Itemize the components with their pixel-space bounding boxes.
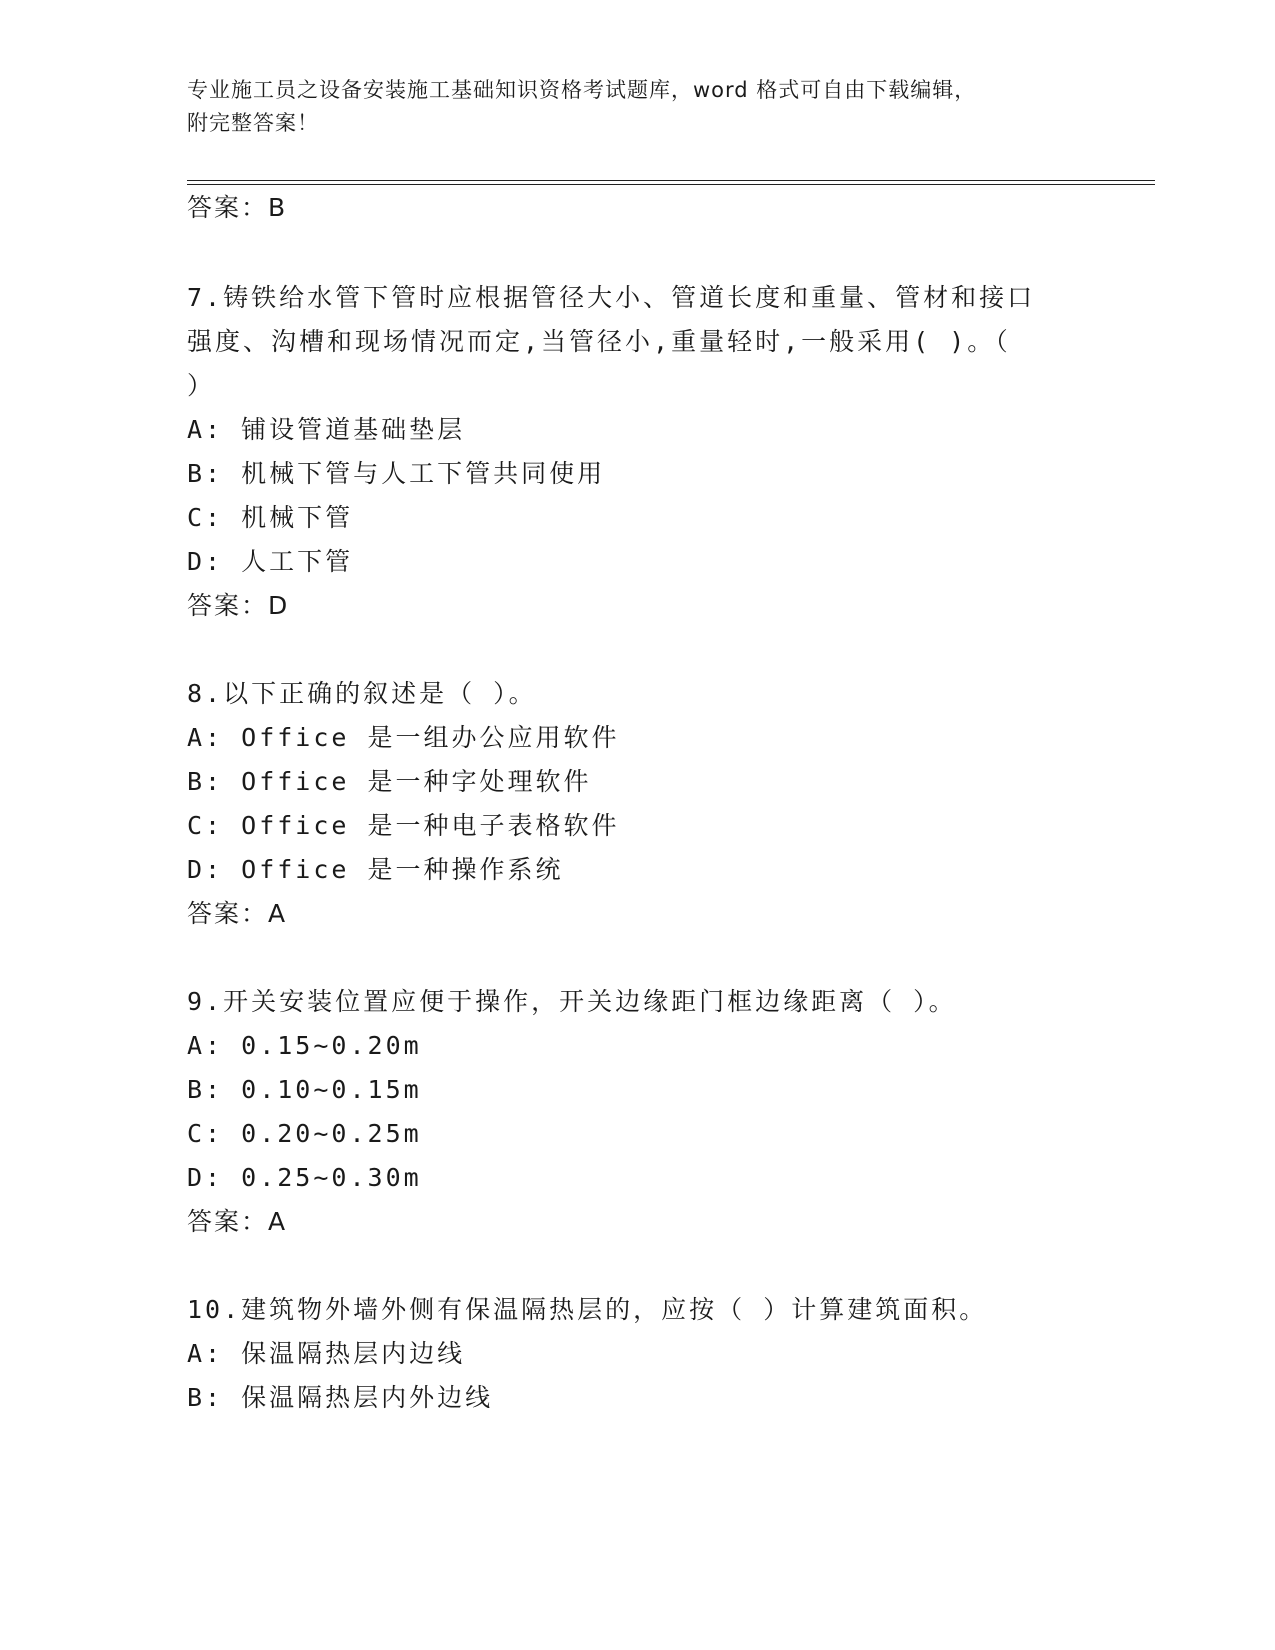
q10-option-b: B: 保温隔热层内外边线 [187,1383,494,1412]
q8-option-b: B: Office 是一种字处理软件 [187,767,592,796]
q9-option-a: A: 0.15~0.20m [187,1031,422,1060]
document-header [187,74,1087,140]
q7-stem-line-3: ） [187,371,216,400]
header-rule-top [187,180,1155,181]
q8-answer: 答案：A [187,899,288,928]
header-line-1: 专业施工员之设备安装施工基础知识资格考试题库，word 格式可自由下载编辑， [187,78,977,102]
q8-option-d: D: Office 是一种操作系统 [187,855,564,884]
q8-option-a: A: Office 是一组办公应用软件 [187,723,620,752]
header-rule-bottom [187,184,1155,185]
q10-stem: 10.建筑物外墙外侧有保温隔热层的，应按（ ）计算建筑面积。 [187,1295,988,1324]
answer-previous: 答案：B [187,193,288,222]
q7-stem-line-2: 强度、沟槽和现场情况而定,当管径小,重量轻时,一般采用( )。（ [187,327,1011,356]
q7-option-c: C: 机械下管 [187,503,354,532]
q9-option-d: D: 0.25~0.30m [187,1163,422,1192]
q10-option-a: A: 保温隔热层内边线 [187,1339,466,1368]
q9-stem: 9.开关安装位置应便于操作，开关边缘距门框边缘距离（ ）。 [187,987,957,1016]
q7-answer: 答案：D [187,591,290,620]
q7-option-b: B: 机械下管与人工下管共同使用 [187,459,606,488]
q9-option-c: C: 0.20~0.25m [187,1119,422,1148]
q9-option-b: B: 0.10~0.15m [187,1075,422,1104]
q8-option-c: C: Office 是一种电子表格软件 [187,811,620,840]
q9-answer: 答案：A [187,1207,288,1236]
header-line-2: 附完整答案！ [187,111,319,135]
q8-stem: 8.以下正确的叙述是（ ）。 [187,679,537,708]
q7-option-d: D: 人工下管 [187,547,354,576]
q7-stem-line-1: 7.铸铁给水管下管时应根据管径大小、管道长度和重量、管材和接口 [187,283,1036,312]
q7-option-a: A: 铺设管道基础垫层 [187,415,466,444]
